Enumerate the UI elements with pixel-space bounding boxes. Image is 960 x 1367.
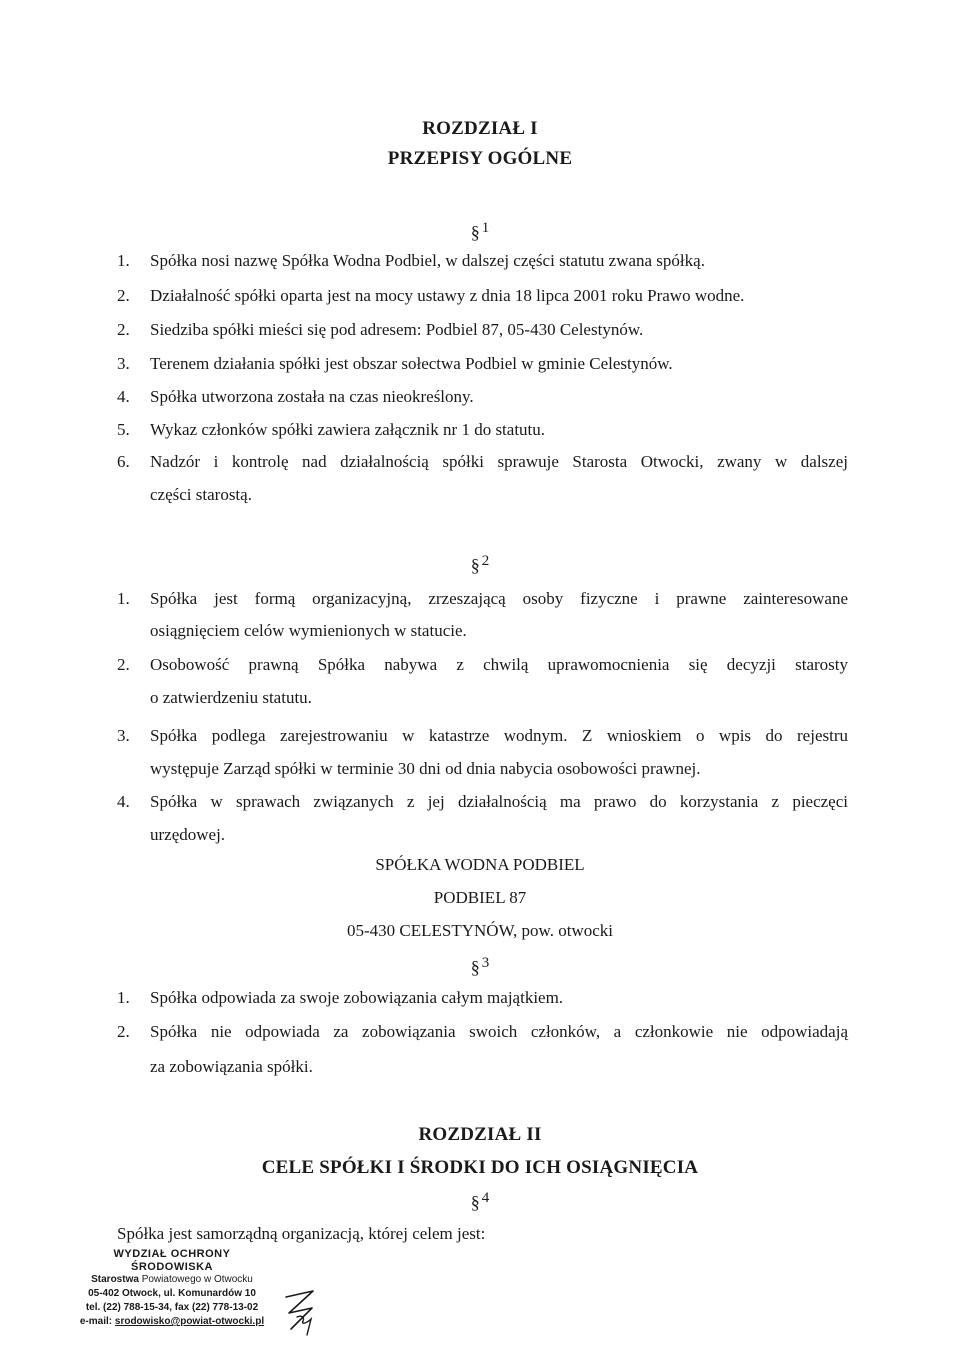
s1-item-2-number: 2.: [117, 286, 130, 305]
section-number: 1: [481, 220, 490, 236]
section-symbol: §: [470, 1192, 480, 1212]
s1-item-7-line-2: części starostą.: [150, 485, 252, 504]
s3-item-2-line-1: Spółka nie odpowiada za zobowiązania swoich członków, a członkowie nie odpowiadają: [150, 1022, 848, 1041]
section-number: 3: [481, 955, 490, 971]
chapter-2-title: ROZDZIAŁ II: [418, 1124, 542, 1145]
s1-item-6-number: 5.: [117, 420, 130, 439]
s2-item-2-number: 2.: [117, 655, 130, 674]
s3-item-2-number: 2.: [117, 1022, 130, 1041]
stamp-office-rest: Powiatowego w Otwocku: [141, 1274, 253, 1285]
section-number: 2: [481, 553, 490, 569]
stamp-phone: tel. (22) 788-15-34, fax (22) 778-13-02: [85, 1302, 259, 1313]
s2-item-4-number: 4.: [117, 792, 130, 811]
section-number: 4: [481, 1190, 490, 1206]
s3-item-2-line-2: za zobowiązania spółki.: [150, 1057, 313, 1076]
s3-item-1-number: 1.: [117, 988, 130, 1007]
section-symbol: §: [470, 555, 480, 575]
s1-item-7-number: 6.: [117, 452, 130, 471]
s1-item-4-number: 3.: [117, 354, 130, 373]
address-line-2: PODBIEL 87: [433, 888, 527, 907]
s1-item-4-text: Terenem działania spółki jest obszar sołectwa Podbiel w gminie Celestynów.: [150, 354, 673, 373]
s2-item-3-number: 3.: [117, 726, 130, 745]
section-symbol: §: [470, 957, 480, 977]
s1-item-5-number: 4.: [117, 387, 130, 406]
address-line-3: 05-430 CELESTYNÓW, pow. otwocki: [347, 921, 613, 940]
s1-item-1-text: Spółka nosi nazwę Spółka Wodna Podbiel, w dalszej części statutu zwana spółką.: [150, 251, 705, 270]
chapter-2-subtitle: CELE SPÓŁKI I ŚRODKI DO ICH OSIĄGNIĘCIA: [261, 1157, 699, 1178]
s1-item-3-text: Siedziba spółki mieści się pod adresem: Podbiel 87, 05-430 Celestynów.: [150, 320, 644, 339]
s3-item-1-text: Spółka odpowiada za swoje zobowiązania całym majątkiem.: [150, 988, 564, 1007]
section-1-heading: [0, 220, 960, 243]
stamp-email: [47, 1315, 297, 1329]
stamp-email-link[interactable]: srodowisko@powiat-otwocki.pl: [114, 1316, 265, 1327]
signature-mark: [283, 1287, 319, 1339]
s2-item-1-line-1: Spółka jest formą organizacyjną, zrzeszającą osoby fizyczne i prawne zainteresowane: [150, 589, 848, 608]
stamp-department-2: ŚRODOWISKA: [131, 1261, 213, 1273]
s1-item-3-number: 2.: [117, 320, 130, 339]
section-symbol: §: [470, 222, 480, 242]
s4-intro: Spółka jest samorządną organizacją, której celem jest:: [117, 1224, 486, 1243]
s2-item-2-line-2: o zatwierdzeniu statutu.: [150, 688, 312, 707]
chapter-1-title: ROZDZIAŁ I: [422, 118, 538, 139]
s2-item-2-line-1: Osobowość prawną Spółka nabywa z chwilą uprawomocnienia się decyzji starosty: [150, 655, 848, 674]
chapter-1-subtitle: PRZEPISY OGÓLNE: [387, 148, 573, 169]
s1-item-2-text: Działalność spółki oparta jest na mocy ustawy z dnia 18 lipca 2001 roku Prawo wodne.: [150, 286, 745, 305]
stamp-address: 05-402 Otwock, ul. Komunardów 10: [88, 1288, 256, 1299]
s1-item-1-number: 1.: [117, 251, 130, 270]
section-4-heading: [0, 1190, 960, 1213]
stamp-office: [47, 1273, 297, 1287]
s1-item-5-text: Spółka utworzona została na czas nieokreślony.: [150, 387, 474, 406]
stamp-email-label: e-mail:: [79, 1316, 113, 1327]
s2-item-1-number: 1.: [117, 589, 130, 608]
s2-item-4-line-2: urzędowej.: [150, 825, 226, 844]
s1-item-7-line-1: Nadzór i kontrolę nad działalnością spółki sprawuje Starosta Otwocki, zwany w dalszej: [150, 452, 848, 471]
stamp-office-bold: Starostwa: [91, 1274, 139, 1285]
s2-item-4-line-1: Spółka w sprawach związanych z jej działalnością ma prawo do korzystania z pieczęci: [150, 792, 848, 811]
s2-item-3-line-1: Spółka podlega zarejestrowaniu w katastrze wodnym. Z wnioskiem o wpis do rejestru: [150, 726, 848, 745]
s2-item-1-line-2: osiągnięciem celów wymienionych w statucie.: [150, 621, 467, 640]
stamp-department: WYDZIAŁ OCHRONY: [113, 1248, 231, 1260]
section-3-heading: [0, 955, 960, 978]
address-line-1: SPÓŁKA WODNA PODBIEL: [375, 855, 585, 874]
section-2-heading: [0, 553, 960, 576]
s2-item-3-line-2: występuje Zarząd spółki w terminie 30 dni od dnia nabycia osobowości prawnej.: [150, 759, 701, 778]
office-stamp: [47, 1248, 297, 1329]
s1-item-6-text: Wykaz członków spółki zawiera załącznik nr 1 do statutu.: [150, 420, 546, 439]
